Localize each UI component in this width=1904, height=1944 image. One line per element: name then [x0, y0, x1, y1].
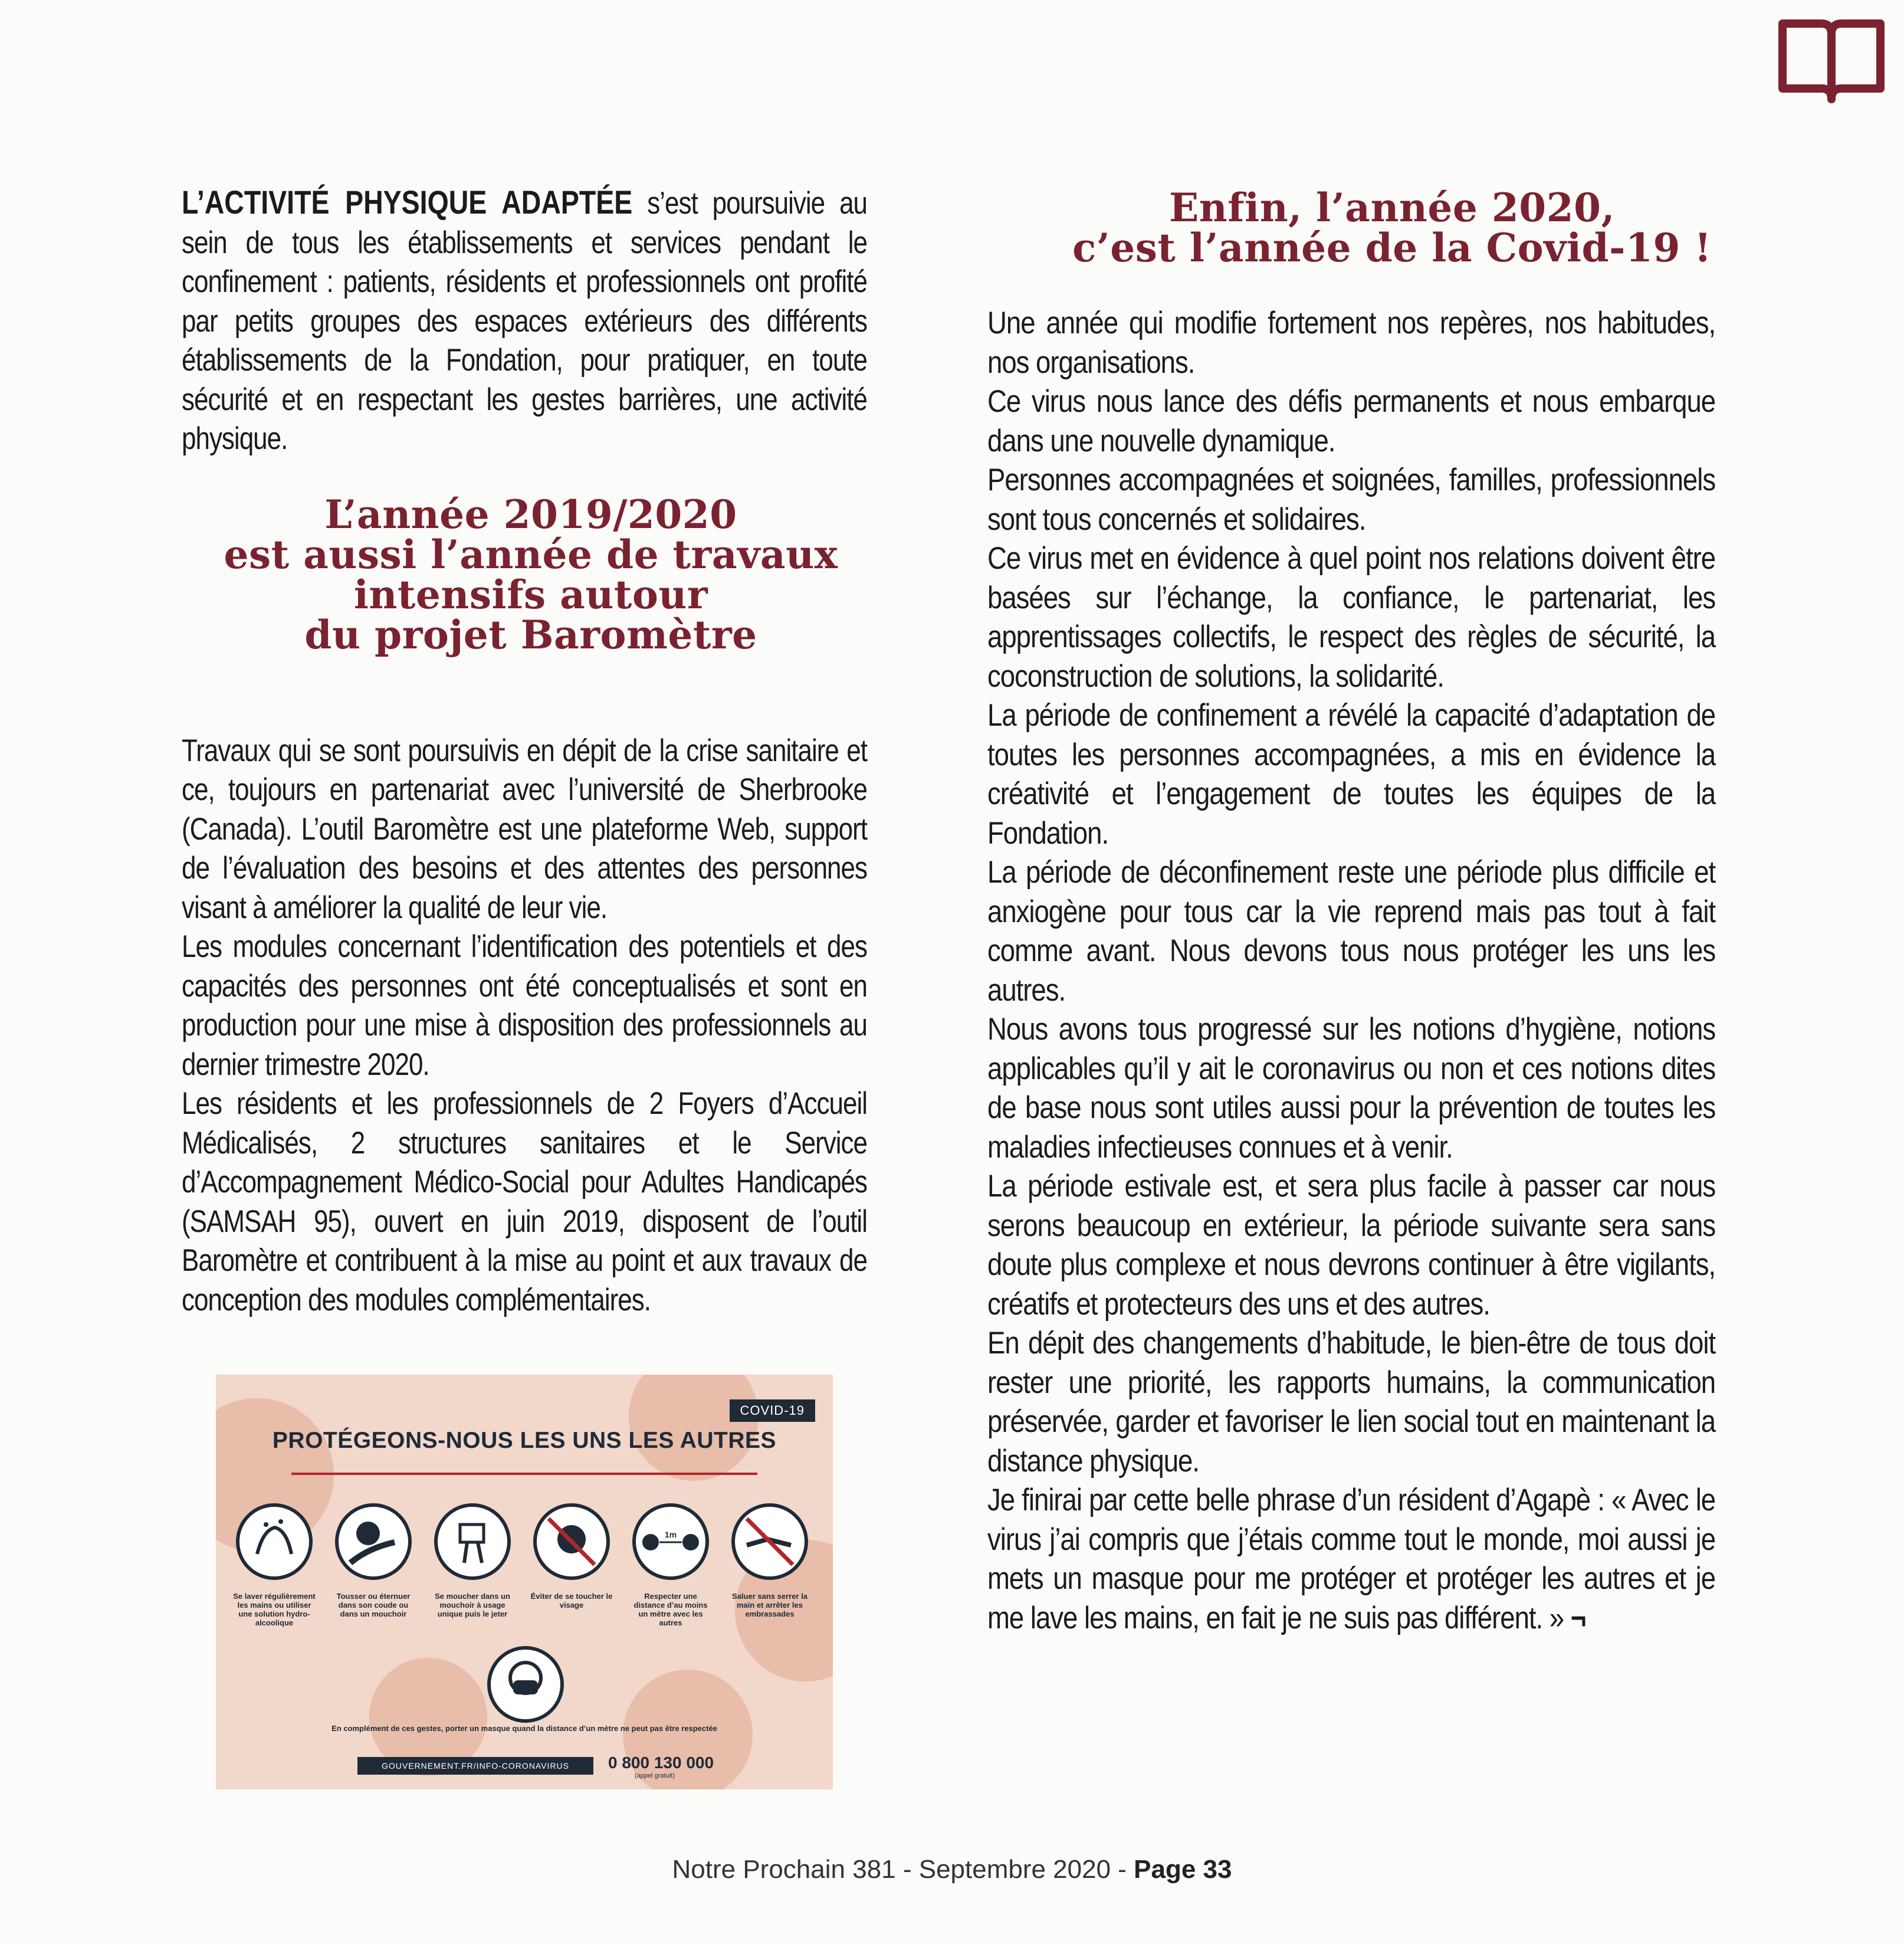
gesture-label: Éviter de se toucher le visage: [530, 1592, 613, 1609]
distance-icon: [632, 1503, 709, 1580]
intro-text: s’est poursuivie au sein de tous les établissements et services pendant le confinement : patients, résidents et professionnels ont profité par petits groupes des espaces extérieurs des différents établissements de la Fondation, pour pratiquer, en toute sécurité et en respectant les gestes barrières, une activité physique.: [182, 186, 868, 456]
gesture-item: [331, 1503, 415, 1618]
gesture-label: Se laver régulièrement les mains ou utiliser une solution hydro-alcoolique: [233, 1592, 316, 1627]
gesture-item: [530, 1503, 613, 1609]
paragraph: Travaux qui se sont poursuivis en dépit de la crise sanitaire et ce, toujours en partenariat avec l’université de Sherbrooke (Canada). L’outil Baromètre est une plateforme Web, support de l’évaluation des besoins et des attentes des personnes visant à améliorer la qualité de leur vie.: [182, 733, 867, 925]
paragraph: Les résidents et les professionnels de 2 Foyers d’Accueil Médicalisés, 2 structures sanitaires et le Service d’Accompagnement Médico-Social pour Adultes Handicapés (SAMSAH 95), ouvert en juin 2019, disposent de l’outil Baromètre et contribuent à la mise au point et aux travaux de conception des modules complémentaires.: [182, 1086, 867, 1317]
section-heading-barometre: [195, 491, 867, 658]
elbow-cough-icon: [335, 1503, 412, 1580]
gesture-label: Se moucher dans un mouchoir à usage unique puis le jeter: [435, 1592, 510, 1618]
end-mark: ¬: [1570, 1600, 1586, 1635]
paragraph: La période de confinement a révélé la capacité d’adaptation de toutes les personnes accompagnées, a mis en évidence la créativité et l’engagement de toutes les équipes de la Fondation.: [987, 698, 1716, 851]
page-number: Page 33: [1134, 1855, 1232, 1884]
tissue-icon: [434, 1503, 511, 1580]
paragraph: Une année qui modifie fortement nos repères, nos habitudes, nos organisations.: [987, 306, 1716, 380]
paragraph: Les modules concernant l’identification des potentiels et des capacités des personnes ont été conceptualisés et sont en production pour une mise à disposition des professionnels au dernier trimestre 2020.: [182, 929, 867, 1082]
hotline-number: 0 800 130 000: [608, 1753, 714, 1772]
gesture-item: [629, 1503, 713, 1627]
hand-washing-icon: [236, 1503, 313, 1580]
covid-tag: COVID-19: [730, 1399, 815, 1422]
paragraph: Personnes accompagnées et soignées, familles, professionnels sont tous concernés et solidaires.: [987, 463, 1716, 537]
right-column: [987, 304, 1715, 1638]
gesture-item: [232, 1503, 316, 1627]
heading-line: intensifs autour: [353, 572, 708, 618]
left-column: [182, 183, 867, 1320]
gesture-label: Saluer sans serrer la main et arrêter les embrassades: [732, 1592, 807, 1618]
open-book-icon: [1775, 18, 1887, 103]
covid-poster: [216, 1375, 833, 1789]
gesture-item: [728, 1503, 812, 1618]
lead-bold: L’ACTIVITÉ PHYSIQUE ADAPTÉE: [182, 183, 633, 221]
hotline-note: (appel gratuit): [635, 1772, 675, 1779]
distance-label: 1m: [664, 1530, 677, 1539]
paragraph: Ce virus met en évidence à quel point nos relations doivent être basées sur l’échange, la confiance, le partenariat, les apprentissages collectifs, le respect des règles de sécurité, la coconstruction de solutions, la solidarité.: [987, 541, 1716, 694]
paragraph: La période de déconfinement reste une période plus difficile et anxiogène pour tous car la vie reprend mais pas tout à fait comme avant. Nous devons tous nous protéger les uns les autres.: [987, 855, 1716, 1008]
closing-paragraph: [987, 1481, 1715, 1638]
poster-title: PROTÉGEONS-NOUS LES UNS LES AUTRES: [272, 1428, 777, 1453]
footer-text: Notre Prochain 381 - Septembre 2020 -: [672, 1855, 1134, 1884]
paragraph: Ce virus nous lance des défis permanents et nous embarque dans une nouvelle dynamique.: [987, 384, 1716, 458]
no-handshake-icon: [731, 1503, 808, 1580]
heading-line: L’année 2019/2020: [324, 491, 737, 537]
paragraph: Nous avons tous progressé sur les notions d’hygiène, notions applicables qu’il y ait le coronavirus ou non et ces notions dites de base nous sont utiles aussi pour la prévention de toutes les maladies infectieuses connues et à venir.: [987, 1012, 1716, 1165]
no-face-touch-icon: [533, 1503, 610, 1580]
heading-line: c’est l’année de la Covid-19 !: [1072, 225, 1712, 271]
gesture-label: Respecter une distance d’au moins un mètre avec les autres: [633, 1592, 708, 1627]
heading-line: Enfin, l’année 2020,: [1168, 185, 1616, 231]
closing-text: Je finirai par cette belle phrase d’un résident d’Agapè : « Avec le virus j’ai compris que j’étais comme tout le monde, moi aussi je mets un masque pour me protéger et protéger les autres et je me lave les mains, en fait je ne suis pas différent. »: [987, 1483, 1716, 1635]
poster-bottom-bar: [357, 1753, 770, 1781]
paragraph: La période estivale est, et sera plus facile à passer car nous serons beaucoup en extérieur, la période suivante sera sans doute plus complexe et nous devrons continuer à être vigilants, créatifs et protecteurs des uns et des autres.: [987, 1169, 1716, 1322]
intro-paragraph: [182, 183, 867, 459]
government-link: GOUVERNEMENT.FR/INFO-CORONAVIRUS: [357, 1757, 593, 1775]
section-heading-covid: [997, 185, 1787, 271]
gesture-item: [431, 1503, 514, 1618]
page-footer: [0, 1855, 1904, 1884]
gesture-label: Tousser ou éternuer dans son coude ou dans un mouchoir: [336, 1592, 411, 1618]
heading-line: est aussi l’année de travaux: [224, 532, 838, 578]
face-mask-icon: [487, 1646, 564, 1723]
paragraph: En dépit des changements d’habitude, le bien-être de tous doit rester une priorité, les rapports humains, la communication préservée, garder et favoriser le lien social tout en maintenant la distance physique.: [987, 1326, 1716, 1479]
heading-line: du projet Baromètre: [304, 612, 757, 658]
poster-divider: [291, 1473, 757, 1475]
poster-mask-note: En complément de ces gestes, porter un masque quand la distance d’un mètre ne peut pas être respectée: [331, 1724, 717, 1733]
poster-icons: [232, 1503, 816, 1663]
